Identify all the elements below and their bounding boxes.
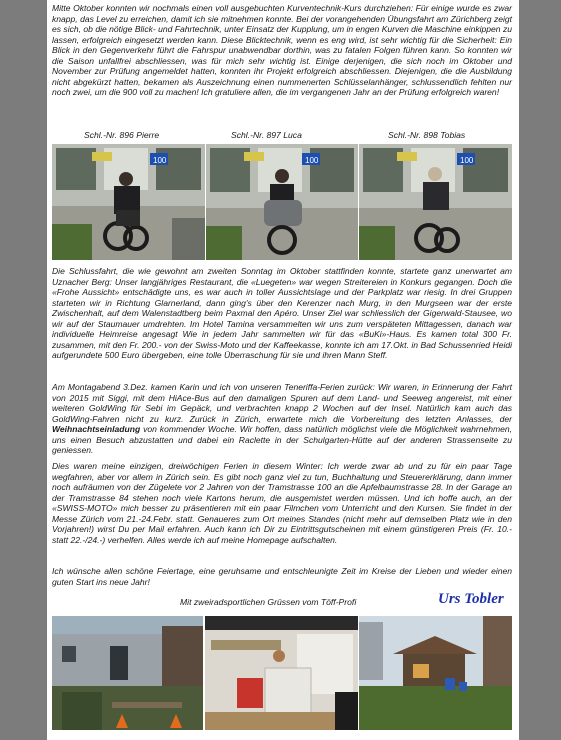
photo-house-garden bbox=[52, 616, 203, 730]
paragraph-final-ride: Die Schlussfahrt, die wie gewohnt am zweiten Sonntag im Oktober stattfinden konnte, startete ganz unerwartet am Uznacher Berg: Unser langjähriges Restaurant, die «Luegeten» war wegen Streitereien in Konkurs gegangen. Doch die «Frohe Aussicht» entschädigte uns, es war auch in toller Aussichtslage und der Parkplatz war riesig. In drei Gruppen starteten wir in Richtung Glarnerland, dann ging's über den Kerenzer nach Murg, in den Murgseen war der erste Zwischenhalt, auf dem Walenstadtberg beim Paxmal den Apéro. Unser Ziel war schliesslich der Gigerwald-Stausee, wo wir auf der Staumauer umdrehten. Im Hotel Tamina versammelten wir uns zum verspäteten Mittagessen, danach war individuelle Heimreise angesagt Wie in jedem Jahr sammelten wir für das «BuKi»-Haus. Es kamen total 300 Fr. zusammen, mit den Fr. 200.- von der Swiss-Moto und der Kaffeekasse, konnte ich am 17.Okt. in Bad Schussenried Heidi aufgerundete 500 Euro übergeben, eine tolle Überraschung für sie und ihren Mann Steff. bbox=[52, 266, 512, 360]
photo-pierre-motorcycle bbox=[52, 144, 205, 260]
photo-luca-motorcycle bbox=[206, 144, 358, 260]
photo-garden-hut bbox=[359, 616, 512, 730]
paragraph-winter-plans: Dies waren meine einzigen, dreiwöchigen Ferien in diesem Winter: Ich werde zwar ab und zu für ein paar Tage wegfahren, aber vor allem in Zürich sein. Es gibt noch ganz viel zu tun, Buchhaltung und Steuererklärung, dann immer noch aufräumen von der Zügelete vor 2 Jahren von der Tramstrasse 100 an die Apfelbaumstrasse 28. In der Garage an der Tramstrasse 84 stehen noch viele Kartons herum, die ausgemistet werden müssen. Und ich hoffe auch, an der «SWISS-MOTO» mich besser zu präsentieren mit ein paar Filmchen vom Unterricht und den Kursen. Sie findet in der Messe Zürich vom 21.-24.Febr. statt. Genaueres zum Ort meines Standes (nicht mehr auf demselben Platz wie in den Vorjahren!) wirst Du per Mail erfahren. Auch kann ich Dir zu Eintrittsgutscheinen mit einem günstigeren Preis (Fr. 10.- statt 22.-/24.-) verhelfen. Alles werde ich auf meine Homepage aufschalten. bbox=[52, 461, 512, 545]
paragraph-course: Mitte Oktober konnten wir nochmals einen voll ausgebuchten Kurventechnik-Kurs durchziehen: Für einige wurde es zwar knapp, das Level zu erreichen, damit ich sie mitnehmen konnte. Bei der vorangehenden Übungsfahrt am Zürichberg zeigt es sich, ob die nötige Blick- und Fahrtechnik, unter Einsatz der Kupplung, um in engen Kurven die Maschine einkippen zu lassen, erfolgreich eingesetzt werden kann. Diese Blicktechnik, wenn es eng wird, ist sehr wichtig für die Sicherheit: Ein Blick in den Gegenverkehr führt die Fahrspur unabwendbar dorthin, was zu fatalen Folgen führen kann. So konnten wir die Saison unfallfrei abschliessen, was für mich sehr wichtig ist. Einige derjenigen, die sich noch im Oktober und November zur Prüfung angemeldet hatten, konnten ihr Projekt erfolgreich abschliessen. Diejenigen, die die Ausbildung nicht abgekürzt hatten, bekamen als Auszeichnung einen nummenerten Schlüsselanhänger, schlussendlich fehlten nur noch zwei, um die 900 voll zu machen! Ich gratuliere allen, die im vergangenen Jahr an der Prüfung erfolgreich waren! bbox=[52, 3, 512, 97]
closing-greeting: Mit zweiradsportlichen Grüssen vom Töff-Profi bbox=[180, 597, 357, 607]
caption-photo-2: Schl.-Nr. 897 Luca bbox=[231, 130, 302, 140]
signature: Urs Tobler bbox=[438, 591, 504, 607]
number-plate-sign: 100 bbox=[305, 156, 319, 165]
paragraph-wishes: Ich wünsche allen schöne Feiertage, eine geruhsame und entschleunigte Zeit im Kreise der Lieben und wieder einen guten Start ins neue Jahr! bbox=[52, 566, 512, 587]
caption-photo-3: Schl.-Nr. 898 Tobias bbox=[388, 130, 466, 140]
number-plate-sign: 100 bbox=[153, 156, 167, 165]
caption-photo-1: Schl.-Nr. 896 Pierre bbox=[84, 130, 160, 140]
photo-tobias-motorcycle bbox=[359, 144, 512, 260]
paragraph-holidays-text-b: von kommender Woche. Wir hoffen, dass natürlich möglichst viele die Möglichkeit wahrnehmen, uns einen Besuch abzustatten und dabei ein Raclette in der Schulgarten-Hütte auf der anderen Strassenseite zu geniessen. bbox=[52, 424, 512, 455]
christmas-invitation-highlight: Weihnachtseinladung bbox=[52, 424, 141, 434]
number-plate-sign: 100 bbox=[460, 156, 474, 165]
photo-office-interior bbox=[205, 616, 358, 730]
paragraph-holidays bbox=[52, 382, 512, 456]
paragraph-holidays-text-a: Am Montagabend 3.Dez. kamen Karin und ich von unseren Teneriffa-Ferien zurück: Wir waren, in Erinnerung der Fahrt von 2015 mit Siggi, mit dem HiAce-Bus auf den damaligen Spuren auf dem Land- und Seeweg angereist, mit einer weiteren GoldWing für Sebi im Gepäck, und verbrachten knapp 2 Wochen auf der Insel. Natürlich kam auch das GoldWing-Fahren nicht zu kurz. Zurück in Zürich, erwartete mich die Vorbereitung des letzten Anlasses, der bbox=[52, 382, 512, 424]
